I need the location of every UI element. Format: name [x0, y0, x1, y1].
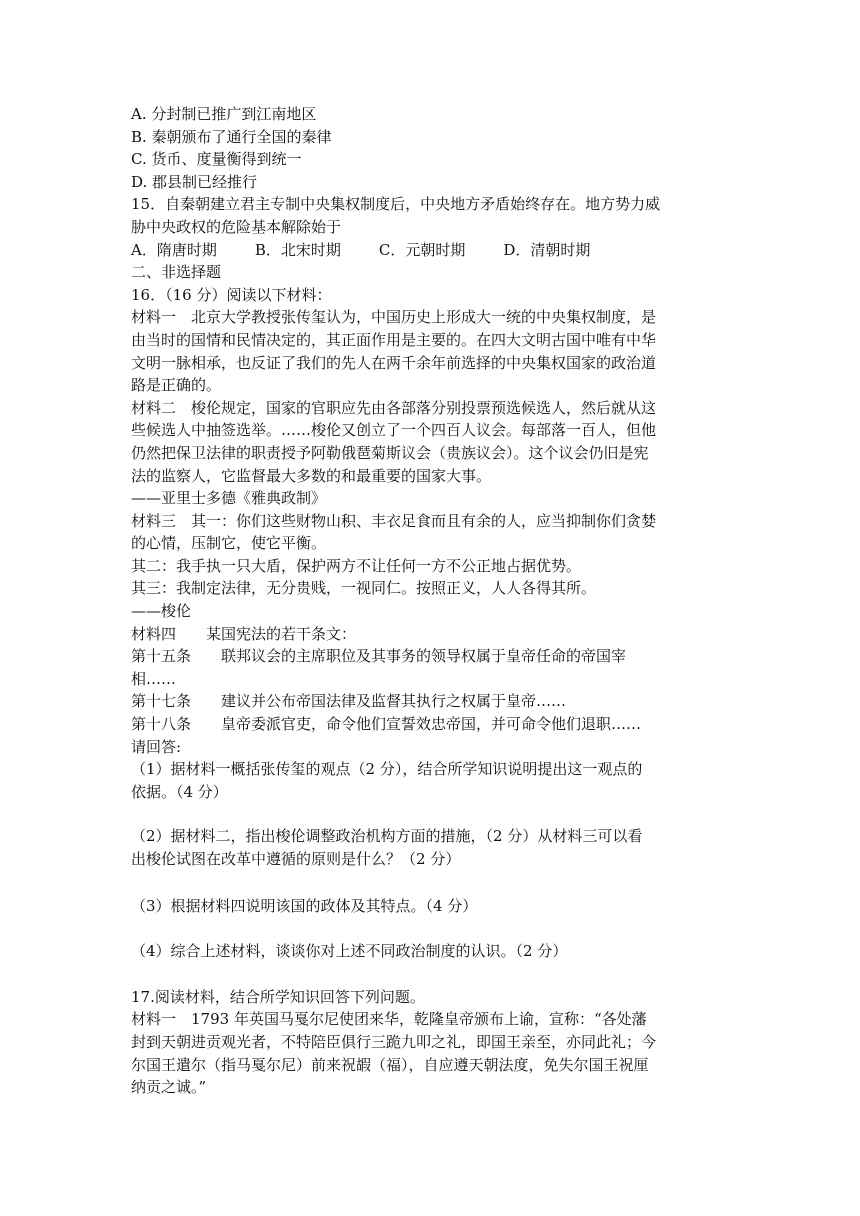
q16-material-1: [131, 306, 731, 396]
material-line: 些候选人中抽签选举。……梭伦又创立了一个四百人议会。每部落一百人，但他: [131, 421, 657, 440]
section-title: 二、非选择题: [131, 263, 222, 282]
material-line: 第十五条 联邦议会的主席职位及其事务的领导权属于皇帝任命的帝国宰: [131, 647, 627, 666]
q16-material-4: [131, 623, 731, 736]
q16-sub-question-4: （4）综合上述材料，谈谈你对上述不同政治制度的认识。（2 分）: [131, 942, 568, 961]
question-17: [131, 986, 731, 1099]
q15-options: [131, 239, 731, 262]
q16-ask: 请回答:: [131, 737, 182, 756]
q15-option-b: B．北宋时期: [254, 240, 341, 259]
material-line: 材料一 1793 年英国马戛尔尼使团来华，乾隆皇帝颁布上谕，宣称：“各处藩: [131, 1010, 647, 1029]
q14-option-d: D. 郡县制已经推行: [131, 172, 258, 191]
material-line: 封到天朝进贡观光者，不特陪臣俱行三跪九叩之礼，即国王亲至，亦同此礼；今: [131, 1032, 657, 1051]
q14-option-b: B. 秦朝颁布了通行全国的秦律: [131, 127, 332, 146]
material-line: 其三：我制定法律，无分贵贱，一视同仁。按照正义，人人各得其所。: [131, 579, 597, 598]
material-line: 材料四 某国宪法的若干条文：: [131, 624, 357, 643]
q17-material-1: [131, 1008, 731, 1098]
material-line: 的心情，压制它，使它平衡。: [131, 534, 327, 553]
q15-option-a: A．隋唐时期: [131, 240, 217, 259]
material-line: 相……: [131, 669, 177, 688]
q16-material-3: [131, 510, 731, 623]
sub-question-line: （1）据材料一概括张传玺的观点（2 分），结合所学知识说明提出这一观点的: [131, 760, 643, 779]
q14-options: [131, 103, 731, 193]
question-16: [131, 284, 731, 986]
material-line: 路是正确的。: [131, 376, 222, 395]
q16-material-2: [131, 397, 731, 510]
material-line: 材料三 其一：你们这些财物山积、丰衣足食而且有余的人，应当抑制你们贪婪: [131, 511, 657, 530]
exam-page: [131, 103, 731, 1099]
q15-stem-line-2: 胁中央政权的危险基本解除始于: [131, 217, 342, 236]
answer-space: [131, 871, 731, 895]
material-line: 第十八条 皇帝委派官吏，命令他们宣誓效忠帝国，并可命令他们退职……: [131, 715, 642, 734]
material-line: 仍然把保卫法律的职责授予阿勒俄琶菊斯议会（贵族议会）。这个议会仍旧是宪: [131, 443, 649, 462]
answer-space: [131, 803, 731, 825]
question-15: [131, 193, 731, 261]
q16-intro: 16．（16 分）阅读以下材料：: [131, 285, 332, 304]
q14-option-a: A. 分封制已推广到江南地区: [131, 105, 317, 123]
q17-intro: 17.阅读材料，结合所学知识回答下列问题。: [131, 987, 425, 1006]
material-line: 第十七条 建议并公布帝国法律及监督其执行之权属于皇帝……: [131, 692, 567, 711]
q16-sub-question-1: [131, 758, 731, 803]
q15-option-c: C．元朝时期: [378, 240, 466, 259]
material-line: 其二：我手执一只大盾，保护两方不让任何一方不公正地占据优势。: [131, 556, 582, 575]
q16-sub-question-3: （3）根据材料四说明该国的政体及其特点。（4 分）: [131, 896, 478, 915]
sub-question-line: （2）据材料二，指出梭伦调整政治机构方面的措施，（2 分）从材料三可以看: [131, 827, 643, 846]
material-line: 由当时的国情和民情决定的，其正面作用是主要的。在四大文明古国中唯有中华: [131, 330, 657, 349]
q15-option-d: D．清朝时期: [503, 240, 591, 259]
material-source: ——亚里士多德《雅典政制》: [131, 489, 327, 508]
material-line: 材料一 北京大学教授张传玺认为，中国历史上形成大一统的中央集权制度，是: [131, 308, 657, 327]
material-line: 法的监察人，它监督最大多数的和最重要的国家大事。: [131, 466, 492, 485]
answer-space: [131, 963, 731, 986]
q16-sub-question-2: [131, 825, 731, 870]
q14-option-c: C. 货币、度量衡得到统一: [131, 150, 302, 169]
material-line: 材料二 梭伦规定，国家的官职应先由各部落分别投票预选候选人，然后就从这: [131, 398, 657, 417]
sub-question-line: 依据。（4 分）: [131, 782, 228, 801]
material-source: ——梭伦: [131, 602, 192, 621]
answer-space: [131, 917, 731, 940]
material-line: 纳贡之诚。”: [131, 1078, 207, 1097]
material-line: 尔国王遣尔（指马戛尔尼）前来祝嘏（福），自应遵天朝法度，免失尔国王祝厘: [131, 1055, 649, 1074]
material-line: 文明一脉相承，也反证了我们的先人在两千余年前选择的中央集权国家的政治道: [131, 353, 657, 372]
q15-stem-line-1: 15．自秦朝建立君主专制中央集权制度后，中央地方矛盾始终存在。地方势力威: [131, 195, 661, 214]
sub-question-line: 出梭伦试图在改革中遵循的原则是什么？（2 分）: [131, 850, 461, 868]
